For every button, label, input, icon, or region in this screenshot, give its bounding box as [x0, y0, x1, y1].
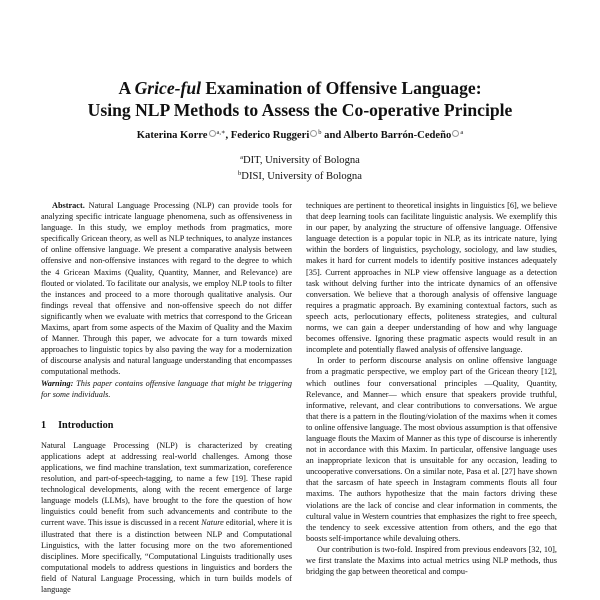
- author-separator: ,: [225, 130, 231, 141]
- section-heading-introduction: [41, 420, 292, 431]
- affil-text: DISI, University of Bologna: [241, 171, 362, 182]
- orcid-icon[interactable]: [452, 130, 459, 137]
- author-affil-marker: a,∗: [216, 129, 226, 136]
- abstract-text: Natural Language Processing (NLP) can provide tools for analyzing specific intricate language phenomena, such as offensiveness in language. In this study, we employ methods from pragmatics, more specifically Gricean theory, as well as NLP techniques, to analyze instances of online offensive language. We present a comparative analysis between offensive and non-offensive instances with regard to the degree to which the 4 Gricean Maxims (Quality, Quantity, Manner, and Relevance) are flouted or violated. To facilitate our analysis, we employ NLP tools to filter the instances and proceed to a more thorough qualitative analysis. Our findings reveal that offensive and non-offensive speech do not differ significantly when we evaluate with metrics that correspond to the Gricean Maxims, apart from some aspects of the Maxim of Quality and the Maxim of Manner. Through this paper, we advocate for a turn towards mixed approaches to linguistic topics by also paving the way for a modernization of discourse analysis and natural language understanding that encompasses computational methods.: [41, 201, 293, 377]
- abstract: [41, 200, 292, 378]
- affil-text: DIT, University of Bologna: [242, 155, 360, 166]
- intro-journal-name: Nature: [201, 518, 224, 528]
- affil-marker: a: [240, 154, 243, 161]
- orcid-icon[interactable]: [209, 130, 216, 137]
- content-warning: [41, 378, 292, 400]
- paper-title-line-1: [0, 76, 600, 100]
- warning-label: Warning:: [41, 378, 74, 388]
- author-separator: and: [321, 130, 344, 141]
- right-column: [306, 200, 557, 577]
- author-list: [0, 128, 600, 141]
- section-number: 1: [41, 419, 47, 431]
- affiliation: [0, 151, 600, 167]
- orcid-icon[interactable]: [310, 130, 317, 137]
- author-name: Federico Ruggeri: [230, 130, 310, 141]
- intro-paragraph: [41, 440, 292, 595]
- section-title: Introduction: [58, 419, 114, 431]
- title-prefix: A: [118, 78, 135, 98]
- title-emphasis: Grice-ful: [134, 78, 202, 98]
- warning-text: This paper contains offensive language that might be triggering for some individuals.: [41, 378, 292, 399]
- author-name: Katerina Korre: [136, 130, 208, 141]
- intro-text-b: editorial, where it is illustrated that there is a distinction between NLP and Computational Linguistics, with the latter focusing more on the two aforementioned disciplines. More specifically, “Computational Linguists traditionally uses computational models to address questions in linguistics and borders the field of Natural Language Processing, which in turn builds models of language: [41, 518, 292, 594]
- title-suffix: Examination of Offensive Language:: [201, 78, 482, 98]
- affiliation: [0, 167, 600, 183]
- paper-title-line-2: Using NLP Methods to Assess the Co-operative Principle: [87, 100, 513, 120]
- author-affil-marker: a: [460, 129, 464, 136]
- intro-text-a: Natural Language Processing (NLP) is characterized by creating applications adept at addressing real-world challenges. Among those applications, we find machine translation, text summarization, coreference resolution, and part-of-speech-tagging, to name a few [19]. These rapid technological developments, along with the recent emergence of large language models (LLMs), have brought to the fore the question of how linguistics could benefit from such advancements and contribute to the current wave. This issue is discussed in a recent: [41, 440, 292, 528]
- author-name: Alberto Barrón-Cedeño: [343, 130, 452, 141]
- body-paragraph: In order to perform discourse analysis on online offensive language from a pragmatic perspective, we employ part of the Gricean theory [12], which outlines four conversational principles —Quality, Quantity, Relevance, and Manner— which ensure that speakers provide truthful, informative, relevant, and clear contributions to conversations. We argue that there is a pattern in the flouting/violation of the maxims when it comes to online offensive language. The most obvious assumption is that offensive language flouts the Maxim of Manner as this type of discourse is inherently not in accordance with this Maxim. In particular, offensive language uses an inappropriate lexicon that is unsuitable for any occasion, leading to uncooperative conversations. On a similar note, Pasa et al. [27] have shown that the sarcasm of hate speech in Instagram comments flouts all four maxims. The authors hypothesize that the main factors driving these violations are the lack of concise and clear information in comments, the cultural value in Western countries that emphasizes the right to free speech, the tendency to seek excessive attention from others, and the ego that boosts self-importance while devaluing others.: [306, 356, 557, 543]
- affiliations: [0, 151, 600, 183]
- affil-marker: b: [238, 170, 242, 177]
- body-paragraph: techniques are pertinent to theoretical insights in linguistics [6], we believe that deep learning tools can facilitate linguistic analysis. We exemplify this in our paper, by analyzing the structure of offensive language. Offensive language detection is a popular topic in NLP, as its intricate nature, lying within the borders of linguistics, psychology, sociology, and law studies, makes it hard for current models to identify positive instances adequately [35]. Current approaches in NLP view offensive language as a detection task without delving further into the intricate dynamics of an offensive conversation. We believe that a thorough analysis of offensive language requires a pragmatic approach. By examining contextual factors, such as speech acts, perlocutionary effects, politeness strategies, and cultural norms, we can gain a deeper understanding of how and why language becomes offensive. Ignoring these pragmatic aspects would result in an incomplete and potentially flawed analysis of offensive language.: [306, 201, 557, 355]
- body-paragraph: Our contribution is two-fold. Inspired from previous endeavors [32, 10], we first translate the Maxims into actual metrics using NLP methods, thus bridging the gap between theoretical and compu-: [306, 544, 557, 577]
- author-affil-marker: b: [318, 129, 322, 136]
- abstract-label: Abstract.: [52, 201, 85, 210]
- left-column: [41, 200, 292, 595]
